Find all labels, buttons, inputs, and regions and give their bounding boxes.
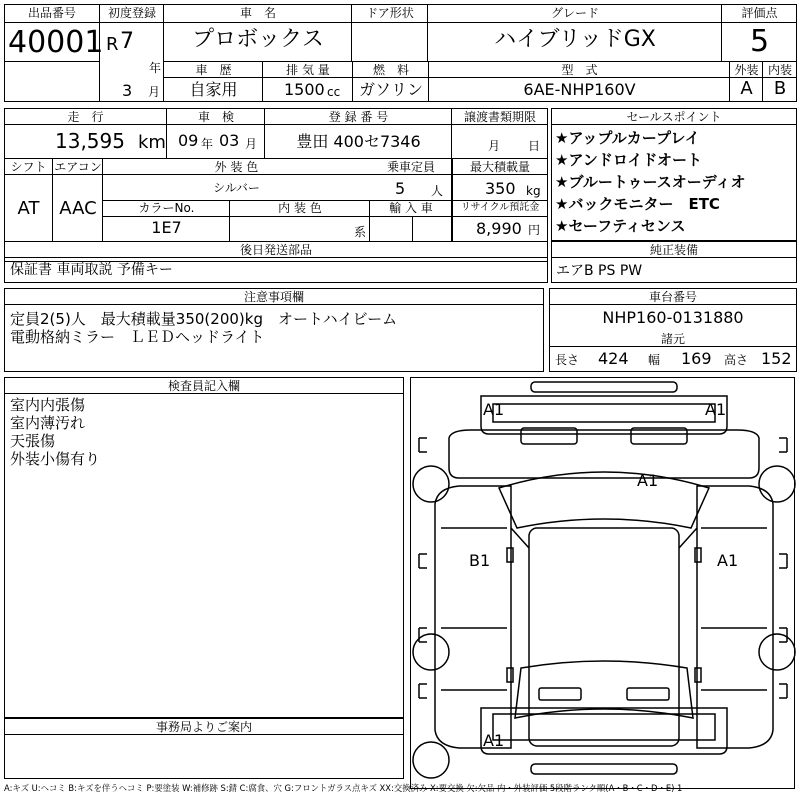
- later-parts: 保証書 車両取説 予備キー: [10, 262, 173, 278]
- grade: ハイブリッドGX: [494, 27, 656, 52]
- model-code: 6AE-NHP160V: [523, 80, 636, 99]
- interior-score: B: [773, 78, 787, 99]
- damage-mark: A1: [483, 400, 505, 419]
- fuel: ガソリン: [358, 80, 423, 99]
- sales-point: ★ブルートゥースオーディオ: [555, 173, 746, 191]
- history: 自家用: [189, 80, 238, 99]
- displacement: 1500: [284, 80, 325, 99]
- inspector-line: 室内薄汚れ: [10, 414, 86, 432]
- damage-mark: A1: [483, 731, 505, 750]
- mileage: 13,595: [55, 129, 125, 153]
- damage-mark: A1: [637, 471, 659, 490]
- lot-number: 40001: [8, 25, 104, 60]
- sales-point: ★アップルカープレイ: [555, 129, 700, 147]
- recycle-fee: 8,990: [476, 219, 522, 238]
- era: R: [106, 34, 119, 55]
- grade-label: グレード: [550, 6, 599, 20]
- car-name: プロボックス: [192, 27, 324, 52]
- damage-mark: A1: [717, 551, 739, 570]
- door-type-label: ドア形状: [366, 6, 414, 20]
- car-name-label: 車 名: [239, 6, 276, 20]
- aircon: AAC: [59, 198, 97, 219]
- registration-year: 7: [120, 29, 134, 54]
- note-line: 定員2(5)人 最大積載量350(200)kg オートハイビーム: [10, 310, 398, 328]
- width: 169: [681, 349, 712, 368]
- shift: AT: [17, 198, 40, 219]
- sales-point: ★バックモニター ETC: [555, 195, 720, 213]
- auction-sheet: 出品番号 40001 初度登録 R 7 年 3 月 車 名 プロボックス ドア形状 グレード ハイブリッドGX 評価点 5 車 歴 自家用 排 気 量 1500 cc 燃 料 ガソリン 型 式 6AE-NHP160V 外装 A 内装 B 走 行 13,595 km 車 検 09 年 03 月 登 録 番 号 豊田 400セ7346 譲渡書類期限 月 日 シフト AT エアコン AAC 外 装 色 シルバー 乗車定員 5 人 最大積載量 350 kg カラーNo. 1E7 内 装 色 系 輸 入 車 リサイクル預託金 8,990 円 後日発送部品 保証書 車両取説 予備キー セールスポイント ★アップルカープレイ ★アンドロイドオート ★ブルートゥースオーディオ ★バックモニター ETC ★セーフティセンス 純正装備 エアB PS PW 注意事項欄 定員2(5)人 最大積載量350(200)kg オートハイビーム 電動格納ミラー ＬＥＤヘッドライト 車台番号 NHP160-0131880 諸元 長さ 424 幅 169 高さ 152 検査員記入欄 室内内張傷 室内薄汚れ 天張傷 外装小傷有り 事務局よりご案内 A:キズ U:ヘコミ B:キズを伴うヘコミ P:要塗装 W:補修跡 S:錆 C:腐食、穴 G:フロントガラス点キズ XX:交換済み X:要交換 欠:欠品 内・外装評価 5段階ランク順(A・B・C・D・E) 1 A1 A1 A1 B1 A1 A1: [0, 0, 800, 800]
- damage-mark: A1: [705, 400, 727, 419]
- rating-label: 評価点: [741, 6, 778, 20]
- legend: A:キズ U:ヘコミ B:キズを伴うヘコミ P:要塗装 W:補修跡 S:錆 C:腐食、穴 G:フロントガラス点キズ XX:交換済み X:要交換 欠:欠品 内・外装評価 5段階ランク順(A・B・C・D・E) 1: [4, 783, 683, 793]
- inspection-year: 09: [178, 131, 199, 150]
- chassis-number: NHP160-0131880: [602, 308, 744, 327]
- rating-score: 5: [749, 24, 770, 59]
- first-registration-label: 初度登録: [107, 6, 156, 20]
- inspector-line: 外装小傷有り: [10, 450, 101, 468]
- sales-point: ★アンドロイドオート: [555, 151, 702, 169]
- interior-color-suffix: 系: [354, 225, 367, 239]
- note-line: 電動格納ミラー ＬＥＤヘッドライト: [10, 328, 265, 346]
- exterior-color: シルバー: [213, 181, 260, 195]
- color-number: 1E7: [151, 218, 182, 237]
- max-load: 350: [485, 179, 516, 198]
- height: 152: [761, 349, 792, 368]
- inspector-line: 天張傷: [10, 432, 56, 450]
- damage-diagram: [410, 377, 795, 789]
- inspection-month: 03: [219, 131, 240, 150]
- sales-point: ★セーフティセンス: [555, 217, 686, 235]
- equipment: エアB PS PW: [556, 263, 643, 279]
- registration-month: 3: [122, 81, 133, 100]
- length: 424: [598, 349, 629, 368]
- capacity: 5: [395, 179, 406, 198]
- lot-label: 出品番号: [27, 6, 76, 20]
- damage-mark: B1: [469, 551, 491, 570]
- car-outline-svg: [411, 378, 796, 790]
- inspector-line: 室内内張傷: [10, 396, 86, 414]
- exterior-score: A: [740, 78, 753, 99]
- plate-number: 豊田 400セ7346: [296, 132, 421, 151]
